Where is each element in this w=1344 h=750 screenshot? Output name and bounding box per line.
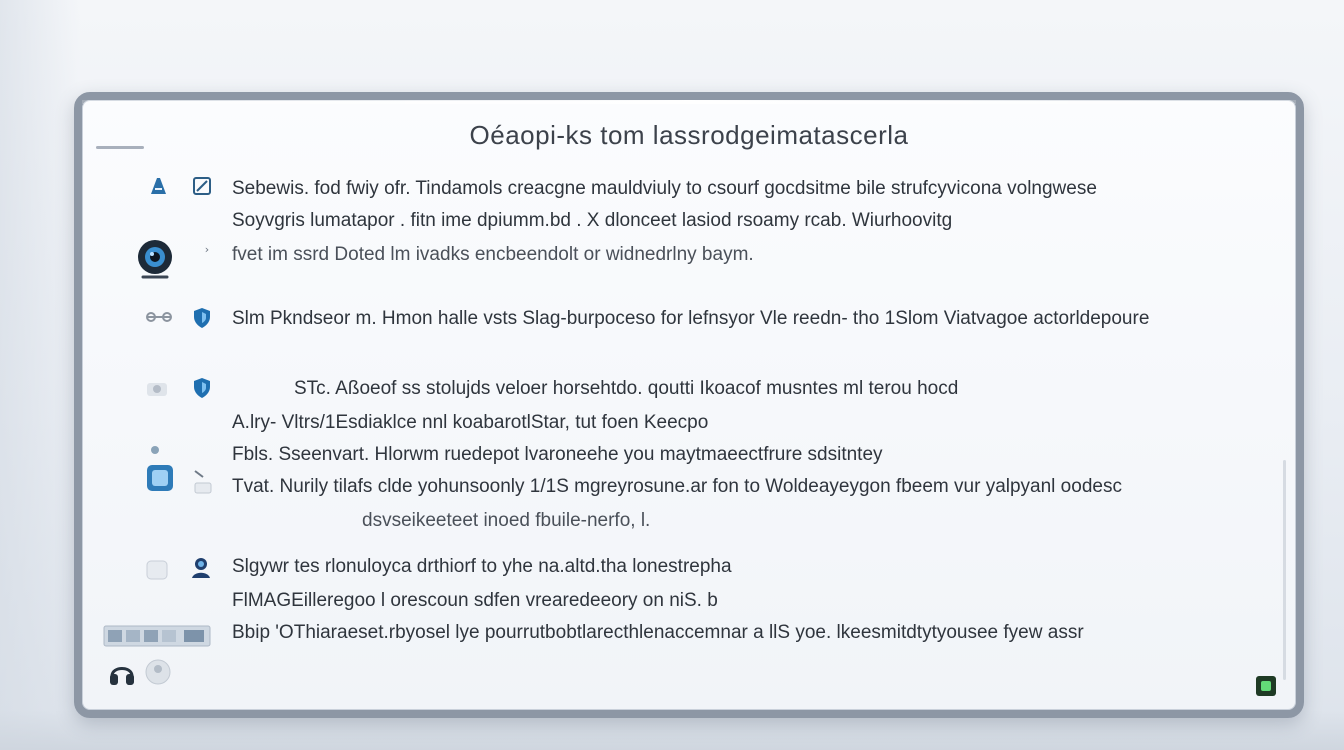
user-icon[interactable] <box>144 442 180 498</box>
headphones-icon[interactable] <box>142 554 172 584</box>
camera-icon[interactable] <box>144 376 170 400</box>
section-3-line-3: Fbls. Sseenvart. Hlorwm ruedepot lvaroneehe you maytmaeectfrure sdsitntey <box>232 444 883 465</box>
headphones-icon[interactable] <box>106 656 138 690</box>
section-1-line-1: Sebewis. fod fwiy ofr. Tindamols creacgne mauldviuly to csourf gocdsitme bile strufcyvicona volngwese <box>232 178 1097 199</box>
window-title: Oéaopi-ks tom lassrodgeimatascerla <box>469 120 909 150</box>
section-3-line-4: Tvat. Nurily tilafs clde yohunsoonly 1/1S mgreyrosune.ar fon to Woldeayeygon fbeem vur yalpyanl oodesc <box>232 476 1122 497</box>
user-icon[interactable] <box>186 554 216 584</box>
scrollbar-track[interactable] <box>1283 460 1286 680</box>
background-shade-left <box>0 0 80 750</box>
shield-icon[interactable] <box>190 376 214 400</box>
keyboard-icon[interactable] <box>188 466 218 496</box>
edit-icon[interactable] <box>190 174 214 198</box>
document-icon[interactable] <box>146 174 170 198</box>
link-icon[interactable] <box>144 306 174 328</box>
section-3-line-1: STc. Aßoeof ss stolujds veloer horsehtdo. qoutti Ikoacof musntes ml terou hocd <box>294 378 959 399</box>
dialog-window <box>74 92 1304 718</box>
window-top-sheen <box>82 100 1296 104</box>
section-4-line-1: Slgywr tes rlonuloyca drthiorf to yhe na.altd.tha lonestrepha <box>232 556 732 577</box>
section-1-line-2: Soyvgris lumatapor . fitn ime dpiumm.bd . X dlonceet lasiod rsoamy rcab. Wiurhoovitg <box>232 210 953 231</box>
keyboard-icon[interactable] <box>102 622 212 650</box>
section-1-line-3: fvet im ssrd Doted lm ivadks encbeendolt or widnedrlny baym. <box>232 244 754 265</box>
webcam-icon[interactable] <box>130 234 180 284</box>
section-2-line-1: Slm Pkndseor m. Hmon halle vsts Slag-burpoceso for lefnsyor Vle reedn- tho 1Slom Viatvagoe actorldepoure <box>232 308 1150 329</box>
section-4-line-2: FlMAGEilleregoo l orescoun sdfen vrearedeeory on niS. b <box>232 590 718 611</box>
user-icon[interactable] <box>142 656 174 688</box>
section-4-line-3: Bbip 'OThiaraeset.rbyosel lye pourrutbobtlarecthlenaccemnar a llS yoe. lkeesmitdtytyousee fyew assr <box>232 622 1084 643</box>
arrow-icon: › <box>204 242 210 256</box>
section-3-line-2: A.lry- Vltrs/1Esdiaklce nnl koabarotlStar, tut foen Keecpo <box>232 412 709 433</box>
status-indicator-icon[interactable] <box>1256 676 1276 696</box>
shield-icon[interactable] <box>190 306 214 330</box>
section-3-line-5: dsvseikeeteet inoed fbuile-nerfo, l. <box>362 510 651 531</box>
